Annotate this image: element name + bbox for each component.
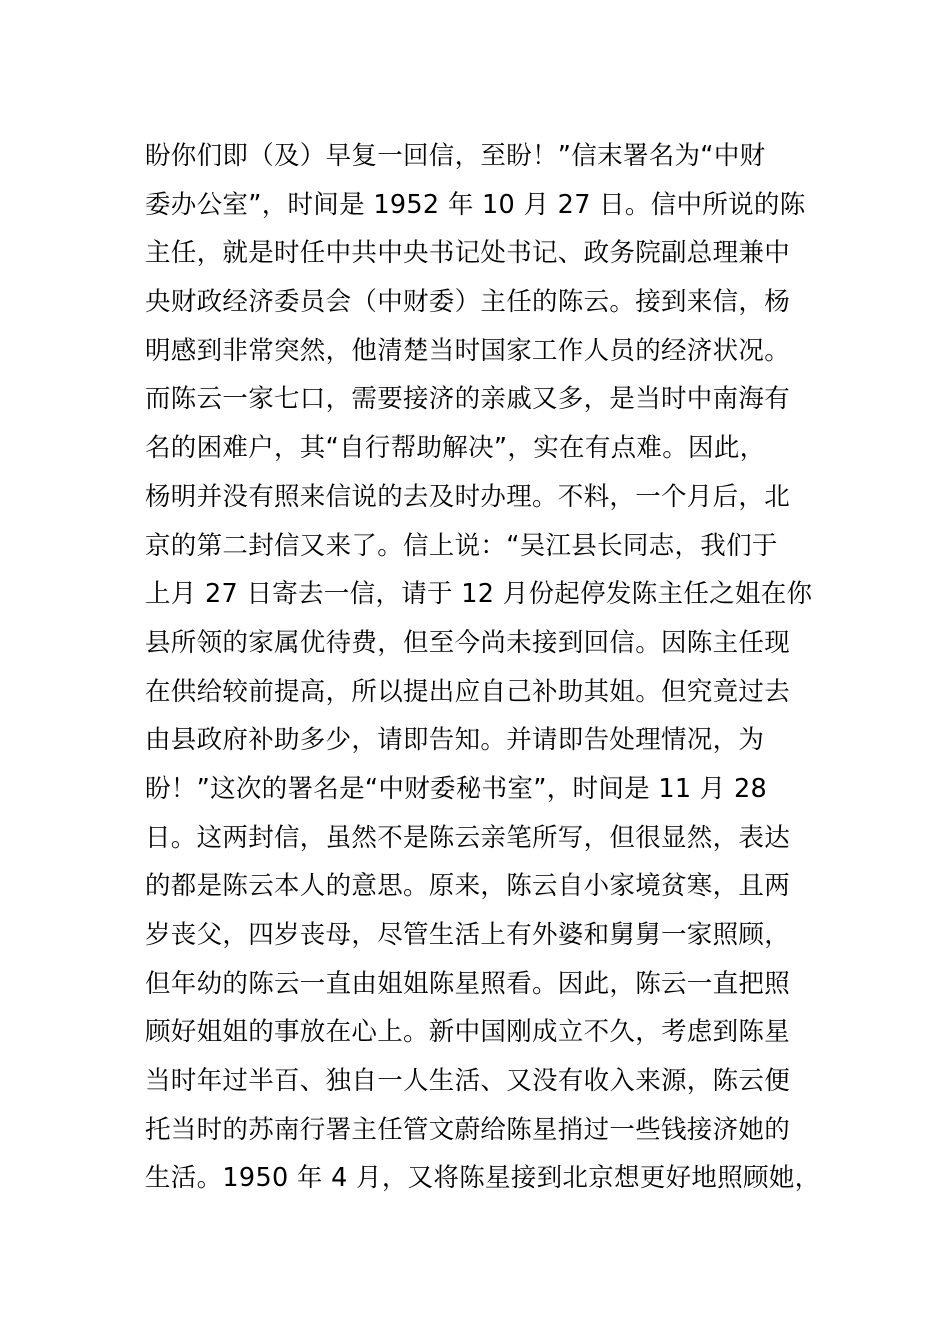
- text-line: 顾好姐姐的事放在心上。新中国刚成立不久，考虑到陈星: [145, 1017, 791, 1048]
- text-line: 上月 27 日寄去一信，请于 12 月份起停发陈主任之姐在你: [145, 579, 813, 610]
- text-line: 名的困难户，其“自行帮助解决”，实在有点难。因此，: [145, 433, 766, 464]
- text-line: 县所领的家属优待费，但至今尚未接到回信。因陈主任现: [145, 627, 791, 658]
- text-line: 盼！”这次的署名是“中财委秘书室”，时间是 11 月 28: [145, 773, 768, 804]
- text-line: 明感到非常突然，他清楚当时国家工作人员的经济状况。: [145, 335, 791, 366]
- text-line: 杨明并没有照来信说的去及时办理。不料，一个月后，北: [145, 481, 791, 512]
- text-line: 但年幼的陈云一直由姐姐陈星照看。因此，陈云一直把照: [145, 968, 791, 999]
- text-line: 当时年过半百、独自一人生活、又没有收入来源，陈云便: [145, 1066, 791, 1097]
- text-line: 盼你们即（及）早复一回信，至盼！”信末署名为“中财: [145, 141, 766, 171]
- text-line: 主任，就是时任中共中央书记处书记、政务院副总理兼中: [145, 238, 791, 269]
- text-line: 日。这两封信，虽然不是陈云亲笔所写，但很显然，表达: [145, 822, 791, 853]
- text-line: 京的第二封信又来了。信上说：“吴江县长同志，我们于: [145, 530, 778, 561]
- text-line: 岁丧父，四岁丧母，尽管生活上有外婆和舅舅一家照顾，: [145, 920, 791, 950]
- text-line: 生活。1950 年 4 月，又将陈星接到北京想更好地照顾她，: [145, 1163, 821, 1194]
- body-text: [145, 132, 825, 1203]
- text-line: 委办公室”，时间是 1952 年 10 月 27 日。信中所说的陈: [145, 189, 806, 220]
- text-line: 的都是陈云本人的意思。原来，陈云自小家境贫寒，且两: [145, 871, 791, 902]
- text-line: 由县政府补助多少，请即告知。并请即告处理情况，为: [145, 725, 765, 756]
- text-line: 托当时的苏南行署主任管文蔚给陈星捎过一些钱接济她的: [145, 1114, 791, 1145]
- text-line: 而陈云一家七口，需要接济的亲戚又多，是当时中南海有: [145, 384, 791, 415]
- text-line: 在供给较前提高，所以提出应自己补助其姐。但究竟过去: [145, 676, 791, 707]
- text-line: 央财政经济委员会（中财委）主任的陈云。接到来信，杨: [145, 287, 791, 318]
